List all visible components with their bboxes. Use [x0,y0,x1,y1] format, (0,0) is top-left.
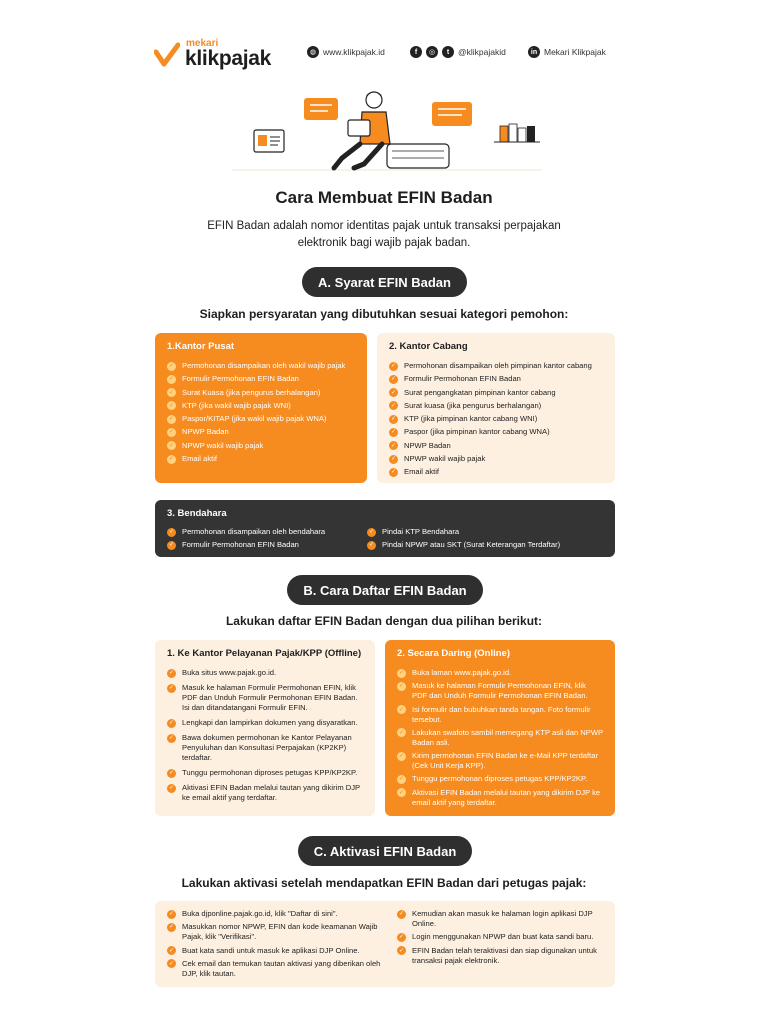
section-a-heading: A. Syarat EFIN Badan [302,267,467,297]
list-item-text: Cek email dan temukan tautan aktivasi yang diberikan oleh DJP, klik tautan. [182,958,381,978]
check-icon: ✓ [168,376,175,383]
social-handle-text: @klikpajakid [458,47,506,57]
section-c-heading: C. Aktivasi EFIN Badan [298,836,472,866]
check-icon: ✓ [168,947,175,954]
list-item-text: Buat kata sandi untuk masuk ke aplikasi DJP Online. [182,945,360,955]
check-icon: ✓ [168,402,175,409]
list-item-text: Surat kuasa (jika pengurus berhalangan) [404,400,542,410]
list-item-text: Formulir Permohonan EFIN Badan [404,374,521,384]
list-item-text: Masuk ke halaman Formulir Permohonan EFIN, klik PDF dan Unduh Formulir Permohonan EFIN Badan. [412,681,588,701]
intro-text: EFIN Badan adalah nomor identitas pajak untuk transaksi perpajakan elektronik bagi wajib pajak badan. [207,220,561,249]
list-item [167,733,363,763]
list-item-text: Pindai NPWP atau SKT (Surat Keterangan Terdaftar) [382,540,561,550]
offline-card [155,640,375,816]
list-item-text: Bawa dokumen permohonan ke Kantor Pelayanan Penyuluhan dan Konsultasi Perpajakan (KP2KP) terdaftar. [182,733,352,762]
list-item [167,922,387,942]
list-item [389,414,603,424]
check-icon: ✓ [390,389,397,396]
page-title: Cara Membuat EFIN Badan [275,188,493,207]
list-item [389,441,603,451]
check-icon: ✓ [168,416,175,423]
list-item [167,909,387,919]
check-icon: ✓ [168,429,175,436]
online-title: 2. Secara Daring (Online) [397,648,510,659]
list-item-text: Kirim permohonan EFIN Badan ke e-Mail KPP terdaftar (Cek Unit Kerja KPP). [412,751,598,771]
check-icon: ✓ [390,376,397,383]
check-icon: ✓ [168,363,175,369]
check-icon: ✓ [390,416,397,423]
list-item-text: Masuk ke halaman Formulir Permohonan EFIN, klik PDF dan Unduh Formulir Permohonan EFIN Badan. Isi dan ditandatangani Formulir EFIN. [182,683,358,712]
list-item-text: Login menggunakan NPWP dan buat kata sandi baru. [412,932,594,942]
list-item-text: Permohonan disampaikan oleh bendahara [182,527,326,536]
list-item [167,783,363,803]
check-icon: ✓ [168,960,175,967]
list-item [367,540,597,550]
list-item-text: Buka djponline.pajak.go.id, klik "Daftar di sini". [182,909,338,918]
check-icon: ✓ [168,442,175,449]
list-item [397,788,603,808]
globe-icon: ◍ [307,46,319,58]
list-item [167,540,337,550]
list-item-text: Email aktif [404,467,440,477]
brand-name: klikpajak [185,47,272,70]
kantor-pusat-list [167,361,355,464]
bendahara-list-right [367,527,597,554]
list-item [167,527,337,537]
list-item [167,388,355,398]
list-item [397,751,603,771]
offline-steps [167,668,363,803]
check-icon: ✓ [398,753,405,760]
check-icon: ✓ [168,785,175,791]
check-icon: ✓ [168,542,175,549]
hero-illustration [232,88,542,178]
list-item-text: NPWP wakil wajib pajak [404,454,486,464]
check-icon: ✓ [168,529,175,535]
list-item-text: KTP (jika pimpinan kantor cabang WNI) [404,414,538,424]
list-item-text: Tunggu permohonan diproses petugas KPP/KP2KP. [412,774,588,784]
header [154,38,614,74]
list-item-text: Formulir Permohonan EFIN Badan [182,374,299,384]
linkedin-icon: in [528,46,540,58]
check-icon: ✓ [390,363,397,369]
check-icon: ✓ [168,456,175,463]
offline-title: 1. Ke Kantor Pelayanan Pajak/KPP (Offline) [167,648,362,659]
list-item [389,388,603,398]
kantor-cabang-list [389,361,603,477]
list-item-text: NPWP Badan [404,440,451,450]
list-item [167,374,355,384]
list-item-text: KTP (jika wakil wajib pajak WNI) [182,400,291,410]
check-icon: ✓ [390,442,397,449]
website-link[interactable] [307,46,385,58]
list-item [167,361,355,371]
list-item [167,668,363,678]
check-icon: ✓ [390,429,397,436]
list-item-text: NPWP wakil wajib pajak [182,440,264,450]
list-item-text: Tunggu permohonan diproses petugas KPP/KP2KP. [182,768,358,777]
kantor-cabang-card [377,333,615,483]
list-item [397,774,603,784]
list-item [397,728,603,748]
list-item-text: Lengkapi dan lampirkan dokumen yang disyaratkan. [182,718,358,727]
list-item [389,401,603,411]
section-a-subhead: Siapkan persyaratan yang dibutuhkan sesuai kategori pemohon: [199,307,569,321]
check-icon: ✓ [168,685,175,691]
list-item [397,681,603,701]
list-item-text: Paspor/KITAP (jika wakil wajib pajak WNA) [182,414,327,424]
instagram-icon: ◎ [426,46,438,58]
check-icon: ✓ [390,469,397,476]
list-item-text: Aktivasi EFIN Badan melalui tautan yang dikirim DJP ke email aktif yang terdaftar. [412,787,601,807]
brand-mekari: mekari [186,38,219,49]
list-item [167,401,355,411]
check-icon: ✓ [168,735,175,741]
bendahara-title: 3. Bendahara [167,508,227,519]
check-icon: ✓ [398,670,405,676]
aktivasi-steps-left [167,909,387,982]
checkmark-logo-icon [154,42,180,68]
check-icon: ✓ [398,947,405,954]
list-item-text: Kemudian akan masuk ke halaman login aplikasi DJP Online. [412,909,593,928]
check-icon: ✓ [390,456,397,463]
kantor-pusat-title: 1.Kantor Pusat [167,341,235,352]
section-b-subhead: Lakukan daftar EFIN Badan dengan dua pilihan berikut: [225,614,543,628]
section-b-heading: B. Cara Daftar EFIN Badan [287,575,483,605]
check-icon: ✓ [398,789,405,796]
list-item-text: Buka laman www.pajak.go.id. [412,668,512,677]
check-icon: ✓ [398,683,405,690]
list-item [167,768,363,778]
brand-logo [154,38,284,72]
website-text: www.klikpajak.id [323,47,385,57]
online-steps [397,668,603,808]
linkedin-text: Mekari Klikpajak [544,47,606,57]
list-item-text: Permohonan disampaikan oleh pimpinan kantor cabang [404,361,592,370]
list-item-text: Permohonan disampaikan oleh wakil wajib pajak [182,361,346,370]
section-c-subhead: Lakukan aktivasi setelah mendapatkan EFIN Badan dari petugas pajak: [181,876,587,890]
twitter-icon: t [442,46,454,58]
list-item-text: EFIN Badan telah teraktivasi dan siap digunakan untuk transaksi pajak elektronik. [412,945,597,965]
check-icon: ✓ [398,706,405,713]
social-link[interactable] [410,46,506,58]
list-item [397,668,603,678]
check-icon: ✓ [168,770,175,776]
list-item-text: Surat Kuasa (jika pengurus berhalangan) [182,387,321,397]
bendahara-list-left [167,527,337,554]
list-item [167,427,355,437]
list-item-text: Paspor (jika pimpinan kantor cabang WNA) [404,427,550,437]
list-item [167,683,363,713]
list-item [389,427,603,437]
check-icon: ✓ [398,911,405,917]
linkedin-link[interactable] [528,46,606,58]
list-item [167,454,355,464]
aktivasi-steps-right [397,909,602,982]
list-item [397,946,602,966]
check-icon: ✓ [368,529,375,535]
list-item-text: Isi formulir dan bubuhkan tanda tangan. Foto formulir tersebut. [412,704,591,724]
list-item-text: Surat pengangkatan pimpinan kantor cabang [404,387,556,397]
check-icon: ✓ [398,934,405,941]
list-item-text: Masukkan nomor NPWP, EFIN dan kode keamanan Wajib Pajak, klik "Verifikasi". [182,922,378,942]
list-item [167,718,363,728]
kantor-cabang-title: 2. Kantor Cabang [389,341,468,352]
kantor-pusat-card [155,333,367,483]
list-item-text: Formulir Permohonan EFIN Badan [182,540,299,550]
online-card [385,640,615,816]
list-item [367,527,597,537]
list-item [389,467,603,477]
list-item [389,374,603,384]
check-icon: ✓ [368,542,375,549]
check-icon: ✓ [398,729,405,736]
check-icon: ✓ [390,402,397,409]
aktivasi-columns [167,909,603,982]
list-item [167,959,387,979]
check-icon: ✓ [168,924,175,931]
check-icon: ✓ [168,670,175,676]
list-item [389,454,603,464]
list-item [389,361,603,371]
list-item [167,946,387,956]
list-item [397,909,602,929]
list-item-text: Buka situs www.pajak.go.id. [182,668,277,677]
list-item-text: Aktivasi EFIN Badan melalui tautan yang dikirim DJP ke email aktif yang terdaftar. [182,783,360,802]
list-item [397,932,602,942]
bendahara-columns [167,527,603,554]
check-icon: ✓ [168,389,175,396]
list-item [167,414,355,424]
check-icon: ✓ [168,911,175,917]
bendahara-card [155,500,615,557]
list-item [397,705,603,725]
list-item-text: Pindai KTP Bendahara [382,527,460,536]
list-item [167,441,355,451]
check-icon: ✓ [398,776,405,783]
aktivasi-card [155,901,615,987]
list-item-text: Email aktif [182,454,218,464]
list-item-text: Lakukan swafoto sambil memegang KTP asli dan NPWP Badan asli. [412,727,603,747]
check-icon: ✓ [168,720,175,726]
facebook-icon: f [410,46,422,58]
list-item-text: NPWP Badan [182,427,229,437]
